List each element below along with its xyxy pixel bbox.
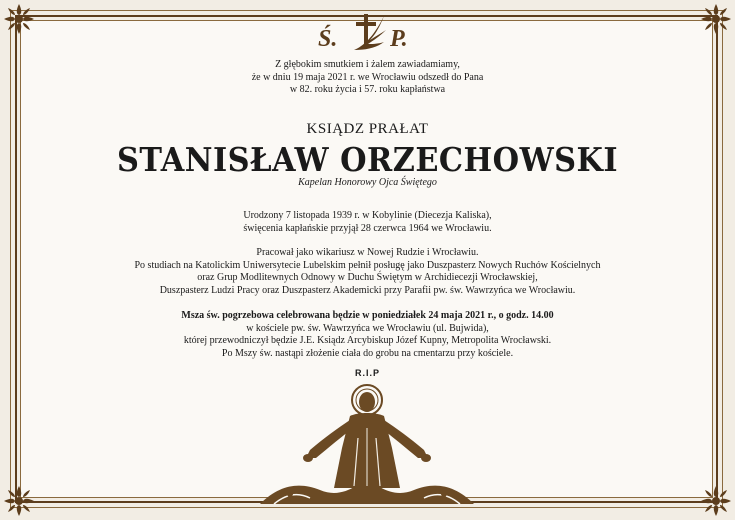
- bio-line: Pracował jako wikariusz w Nowej Rudzie i Wrocławiu.: [256, 247, 479, 258]
- funeral-date-line: Msza św. pogrzebowa celebrowana będzie w poniedziałek 24 maja 2021 r., o godz. 14.00: [181, 310, 554, 321]
- intro-line: że w dniu 19 maja 2021 r. we Wrocławiu odszedł do Pana: [251, 71, 484, 83]
- bio-line: święcenia kapłańskie przyjął 28 czerwca 1964 we Wrocławiu.: [243, 222, 492, 234]
- intro-line: w 82. roku życia i 57. roku kapłaństwa: [289, 84, 446, 95]
- bio-line: oraz Grup Modlitewnych Odnowy w Duchu Świętym w Archidiecezji Wrocławskiej,: [197, 272, 538, 283]
- deceased-name: STANISŁAW ORZECHOWSKI: [116, 140, 619, 179]
- emblem-right-letter: P.: [390, 26, 408, 52]
- biography-birth: [0, 210, 735, 235]
- honorary-title: Kapelan Honorowy Ojca Świętego: [298, 177, 437, 188]
- emblem-left-letter: Ś.: [318, 26, 338, 52]
- funeral-line: której przewodniczył będzie J.E. Ksiądz Arcybiskup Józef Kupny, Metropolita Wrocławski.: [183, 335, 552, 346]
- intro-text: [0, 59, 735, 97]
- jesus-figure-icon: [250, 378, 485, 508]
- bio-line: Urodzony 7 listopada 1939 r. w Kobylinie (Diecezja Kaliska),: [243, 210, 492, 221]
- clergy-rank: KSIĄDZ PRAŁAT: [306, 121, 429, 137]
- intro-line: Z głębokim smutkiem i żalem zawiadamiamy,: [275, 59, 460, 70]
- rip-label: R.I.P: [354, 368, 380, 378]
- bio-line: Po studiach na Katolickim Uniwersytecie Lubelskim pełnił posługę jako Duszpasterz Nowych Ruchów Kościelnych: [134, 259, 601, 271]
- funeral-line: w kościele pw. św. Wawrzyńca we Wrocławiu (ul. Bujwida),: [246, 322, 489, 334]
- funeral-line: Po Mszy św. nastąpi złożenie ciała do grobu na cmentarzu przy kościele.: [221, 347, 514, 359]
- cross-and-palm-icon: [350, 10, 390, 56]
- header-emblem: [318, 10, 418, 58]
- bio-line: Duszpasterz Ludzi Pracy oraz Duszpasterz Akademicki przy Parafii pw. św. Wawrzyńca we Wrocławiu.: [159, 284, 576, 296]
- funeral-info: [0, 310, 735, 360]
- biography-service: [0, 247, 735, 297]
